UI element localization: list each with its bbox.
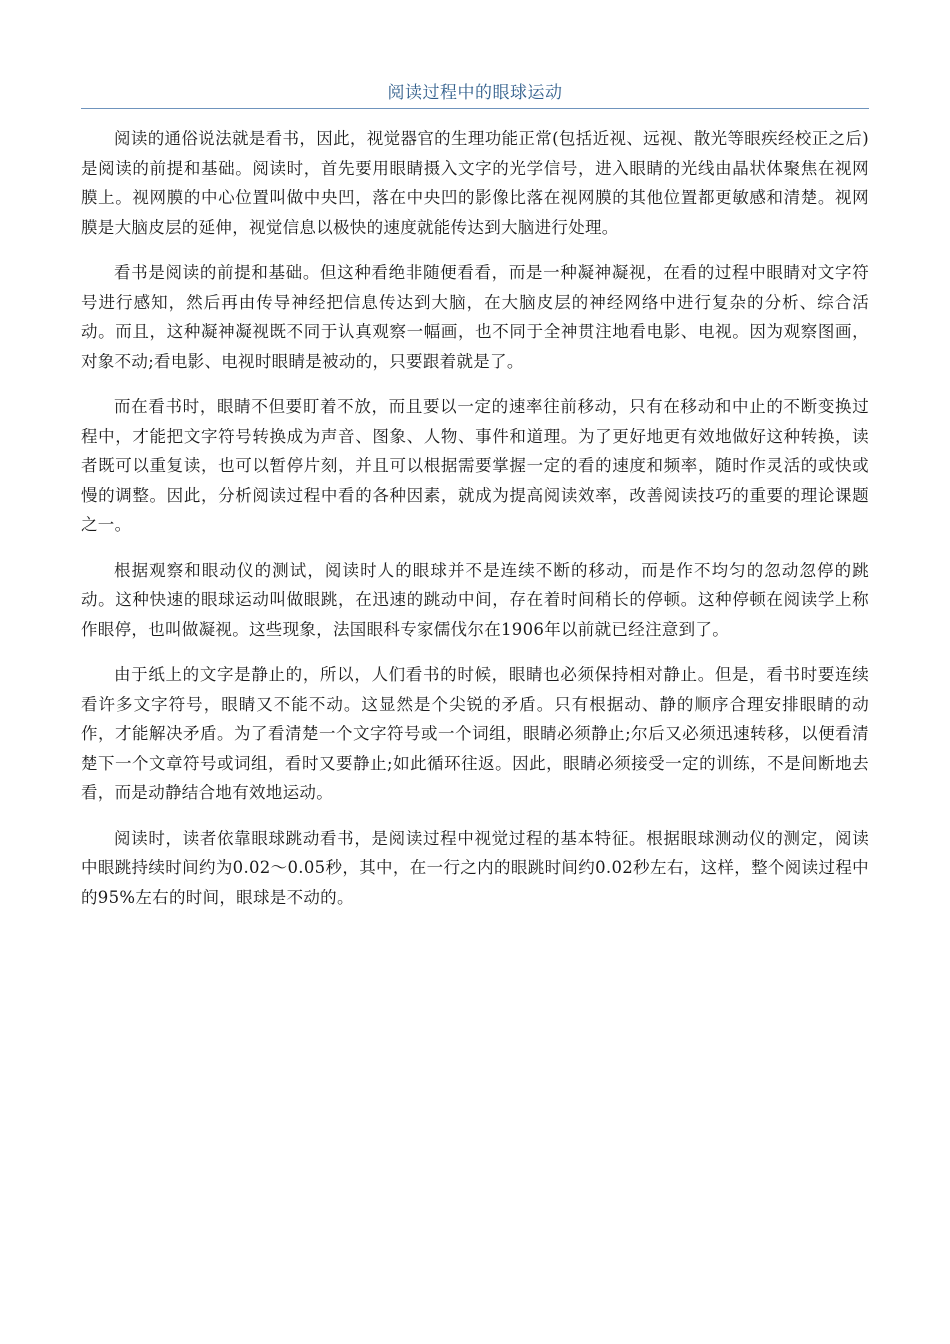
document-page (81, 78, 869, 912)
paragraph-2: 看书是阅读的前提和基础。但这种看绝非随便看看，而是一种凝神凝视，在看的过程中眼睛对文字符号进行感知，然后再由传导神经把信息传达到大脑，在大脑皮层的神经网络中进行复杂的分析、综合活动。而且，这种凝神凝视既不同于认真观察一幅画，也不同于全神贯注地看电影、电视。因为观察图画，对象不动;看电影、电视时眼睛是被动的，只要跟着就是了。 (81, 263, 869, 371)
paragraph-4: 根据观察和眼动仪的测试，阅读时人的眼球并不是连续不断的移动，而是作不均匀的忽动忽停的跳动。这种快速的眼球运动叫做眼跳，在迅速的跳动中间，存在着时间稍长的停顿。这种停顿在阅读学上称作眼停，也叫做凝视。这些现象，法国眼科专家儒伐尔在1906年以前就已经注意到了。 (81, 560, 869, 639)
paragraph-5: 由于纸上的文字是静止的，所以，人们看书的时候，眼睛也必须保持相对静止。但是，看书时要连续看许多文字符号，眼睛又不能不动。这显然是个尖锐的矛盾。只有根据动、静的顺序合理安排眼睛的动作，才能解决矛盾。为了看清楚一个文字符号或一个词组，眼睛必须静止;尔后又必须迅速转移，以便看清楚下一个文章符号或词组，看时又要静止;如此循环往返。因此，眼睛必须接受一定的训练，不是间断地去看，而是动静结合地有效地运动。 (81, 665, 869, 802)
paragraph-6: 阅读时，读者依靠眼球跳动看书，是阅读过程中视觉过程的基本特征。根据眼球测动仪的测定，阅读中眼跳持续时间约为0.02～0.05秒，其中，在一行之内的眼跳时间约0.02秒左右，这样，整个阅读过程中的95%左右的时间，眼球是不动的。 (81, 828, 869, 907)
page-header-title: 阅读过程中的眼球运动 (81, 78, 869, 109)
paragraph-3: 而在看书时，眼睛不但要盯着不放，而且要以一定的速率往前移动，只有在移动和中止的不断变换过程中，才能把文字符号转换成为声音、图象、人物、事件和道理。为了更好地更有效地做好这种转换，读者既可以重复读，也可以暂停片刻，并且可以根据需要掌握一定的看的速度和频率，随时作灵活的或快或慢的调整。因此，分析阅读过程中看的各种因素，就成为提高阅读效率，改善阅读技巧的重要的理论课题之一。 (81, 397, 869, 534)
paragraph-1: 阅读的通俗说法就是看书，因此，视觉器官的生理功能正常(包括近视、远视、散光等眼疾经校正之后)是阅读的前提和基础。阅读时，首先要用眼睛摄入文字的光学信号，进入眼睛的光线由晶状体聚焦在视网膜上。视网膜的中心位置叫做中央凹，落在中央凹的影像比落在视网膜的其他位置都更敏感和清楚。视网膜是大脑皮层的延伸，视觉信息以极快的速度就能传达到大脑进行处理。 (81, 129, 869, 237)
